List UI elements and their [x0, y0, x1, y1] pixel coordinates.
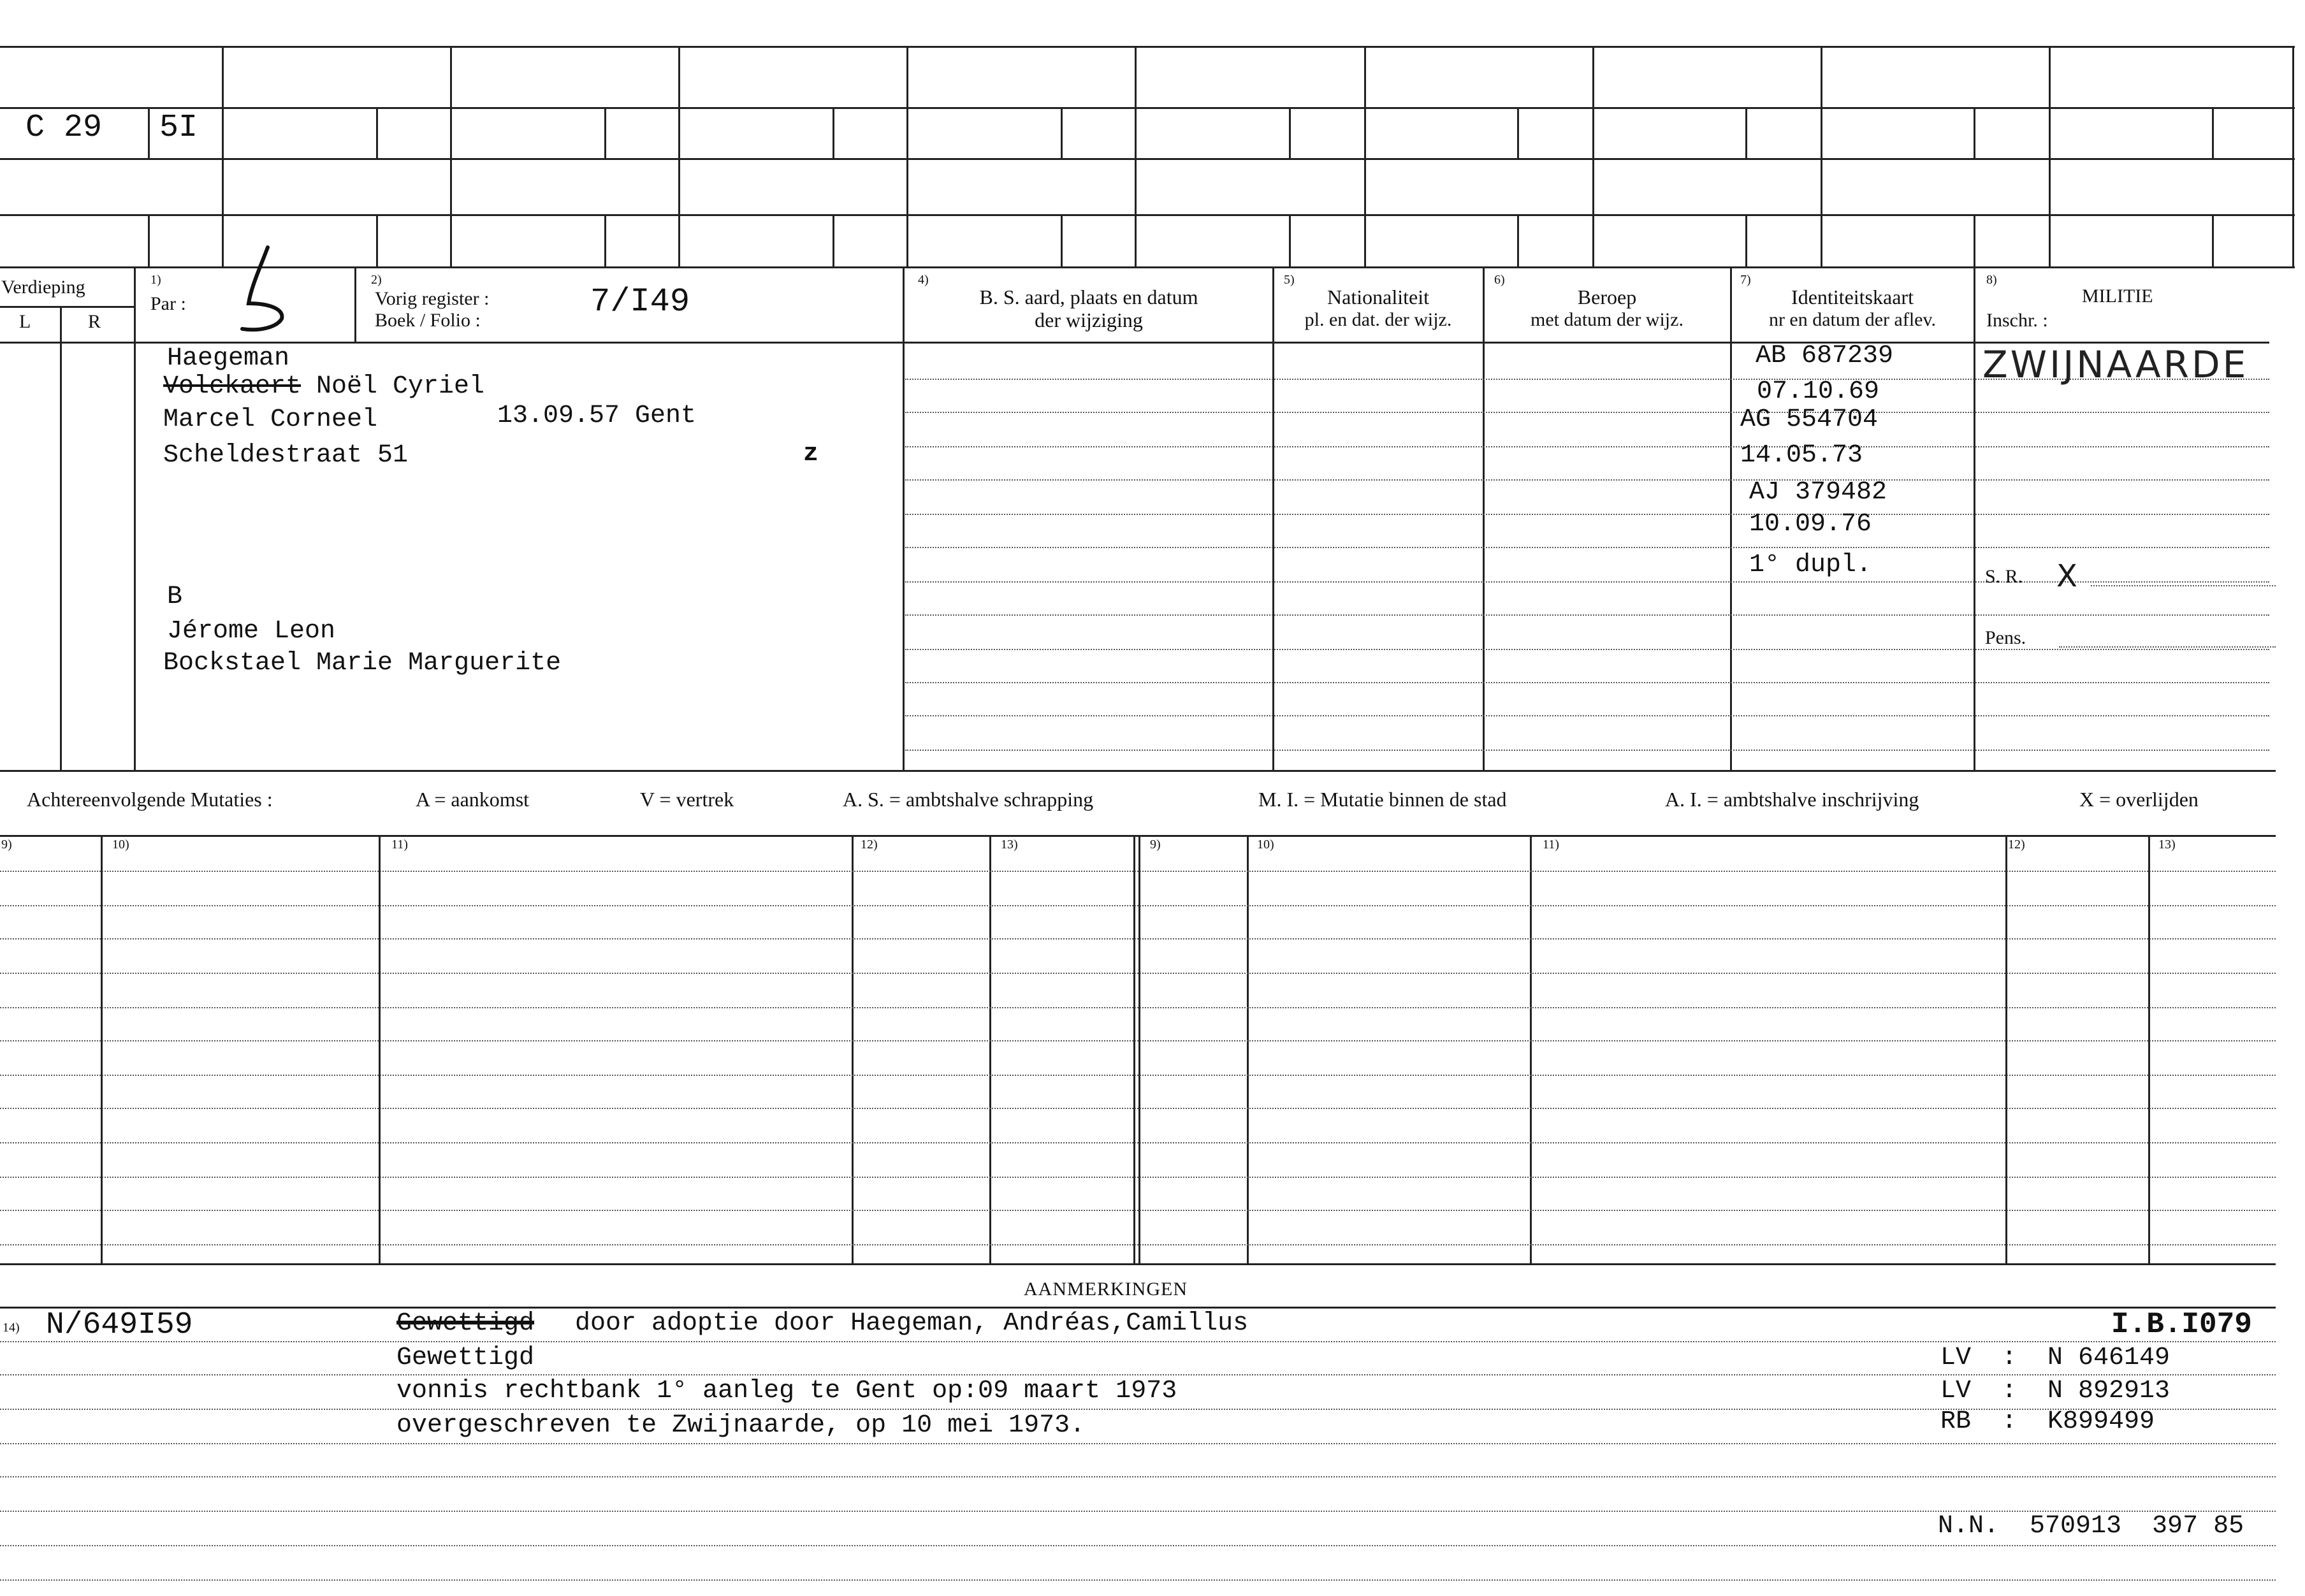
header-par-label: Par : — [150, 293, 186, 314]
id-card-2: 07.10.69 — [1757, 377, 1880, 406]
header-col8-line1: MILITIE — [2082, 286, 2153, 307]
id-card-3: AG 554704 — [1740, 405, 1879, 434]
header-col4-line1: B. S. aard, plaats en datum — [979, 286, 1198, 308]
remarks-col-num: 14) — [3, 1321, 20, 1335]
mut-col-10b: 10) — [1257, 838, 1274, 852]
remarks-line1-struck — [396, 1309, 534, 1338]
person-first-names: Noël Cyriel — [316, 372, 485, 401]
legend-item-ai: A. I. = ambtshalve inschrijving — [1665, 788, 1919, 811]
header-col8-line2: Inschr. : — [1986, 310, 2048, 331]
person-surname: Haegeman — [167, 344, 290, 373]
mut-col-9b: 9) — [1150, 838, 1161, 852]
header-col4-num: 4) — [918, 273, 929, 287]
militia-sr-value: X — [2056, 558, 2077, 594]
header-col8-num: 8) — [1986, 273, 1997, 287]
remarks-line3: vonnis rechtbank 1° aanleg te Gent op:09 maart 1973 — [396, 1377, 1177, 1405]
id-card-6: 10.09.76 — [1749, 510, 1872, 539]
mut-col-13a: 13) — [1001, 838, 1018, 852]
card-number: 5I — [159, 110, 198, 146]
header-col7 — [1731, 286, 1974, 331]
mut-col-11b: 11) — [1543, 838, 1559, 852]
militia-place: ZWIJNAARDE — [1982, 343, 2249, 386]
remarks-line2: Gewettigd — [396, 1344, 535, 1372]
remarks-line1-right: I.B.I079 — [2111, 1308, 2252, 1341]
header-col5-num: 5) — [1284, 273, 1295, 287]
legend-title: Achtereenvolgende Mutaties : — [27, 788, 273, 811]
header-col6-line2: met datum der wijz. — [1531, 309, 1683, 330]
person-birth: 13.09.57 Gent — [497, 402, 697, 430]
person-mark-z: z — [803, 440, 819, 468]
mut-col-13b: 13) — [2158, 838, 2176, 852]
person-struck-word: Volckaert — [163, 372, 302, 401]
header-col7-line1: Identiteitskaart — [1791, 286, 1914, 308]
header-col4-line2: der wijziging — [1035, 308, 1143, 331]
id-card-4: 14.05.73 — [1740, 441, 1863, 470]
remarks-lv2: LV : N 892913 — [1940, 1377, 2170, 1405]
remarks-title: AANMERKINGEN — [1024, 1279, 1188, 1300]
id-card-1: AB 687239 — [1756, 342, 1894, 370]
mut-col-11a: 11) — [391, 838, 408, 852]
remarks-line1: door adoptie door Haegeman, Andréas,Camillus — [575, 1309, 1249, 1338]
person-mark-b: B — [167, 583, 183, 611]
legend-item-as: A. S. = ambtshalve schrapping — [843, 788, 1094, 811]
header-col5-line2: pl. en dat. der wijz. — [1304, 309, 1452, 330]
legend-item-a: A = aankomst — [416, 788, 530, 811]
person-father: Marcel Corneel — [163, 405, 378, 434]
header-col4 — [905, 286, 1272, 331]
remarks-struck-word: Gewettigd — [396, 1309, 535, 1338]
remarks-line4: overgeschreven te Zwijnaarde, op 10 mei 1973. — [396, 1411, 1086, 1440]
header-verdieping: Verdieping — [1, 277, 85, 298]
vorig-register-value: 7/I49 — [590, 283, 690, 321]
header-col2-num: 2) — [371, 273, 382, 287]
header-col6-line1: Beroep — [1577, 286, 1637, 308]
header-vorig-register-label: Vorig register : — [375, 288, 490, 309]
card-code: C 29 — [25, 110, 103, 146]
header-col-l: L — [19, 311, 31, 332]
remarks-nn: N.N. 570913 397 85 — [1938, 1512, 2244, 1541]
header-col7-line2: nr en datum der aflev. — [1768, 309, 1937, 330]
militia-pens-label: Pens. — [1985, 627, 2026, 648]
header-boek-folio-label: Boek / Folio : — [375, 310, 481, 331]
legend-item-mi: M. I. = Mutatie binnen de stad — [1258, 788, 1507, 811]
header-col5 — [1274, 286, 1483, 331]
legend-item-v: V = vertrek — [640, 788, 734, 811]
header-col-r: R — [88, 311, 101, 332]
header-col6-num: 6) — [1494, 273, 1505, 287]
header-col6 — [1484, 286, 1730, 331]
person-parent2: Jérome Leon — [167, 617, 336, 646]
id-card-5: AJ 379482 — [1749, 478, 1887, 507]
mut-col-12a: 12) — [861, 838, 878, 852]
mut-col-12b: 12) — [2008, 838, 2025, 852]
mut-col-9a: 9) — [1, 838, 12, 852]
header-col5-line1: Nationaliteit — [1327, 286, 1429, 308]
legend-item-x: X = overlijden — [2079, 788, 2199, 811]
remarks-rb: RB : K899499 — [1940, 1407, 2155, 1436]
id-card-7: 1° dupl. — [1749, 551, 1872, 579]
remarks-ref: N/649I59 — [46, 1308, 193, 1342]
header-col7-num: 7) — [1740, 273, 1751, 287]
remarks-lv1: LV : N 646149 — [1940, 1344, 2170, 1372]
mut-col-10a: 10) — [112, 838, 129, 852]
par-handwritten-mark — [229, 242, 306, 344]
person-address: Scheldestraat 51 — [163, 441, 409, 470]
header-col1-num: 1) — [150, 273, 161, 287]
militia-sr-label: S. R. — [1985, 566, 2023, 587]
person-parent3: Bockstael Marie Marguerite — [163, 649, 562, 678]
